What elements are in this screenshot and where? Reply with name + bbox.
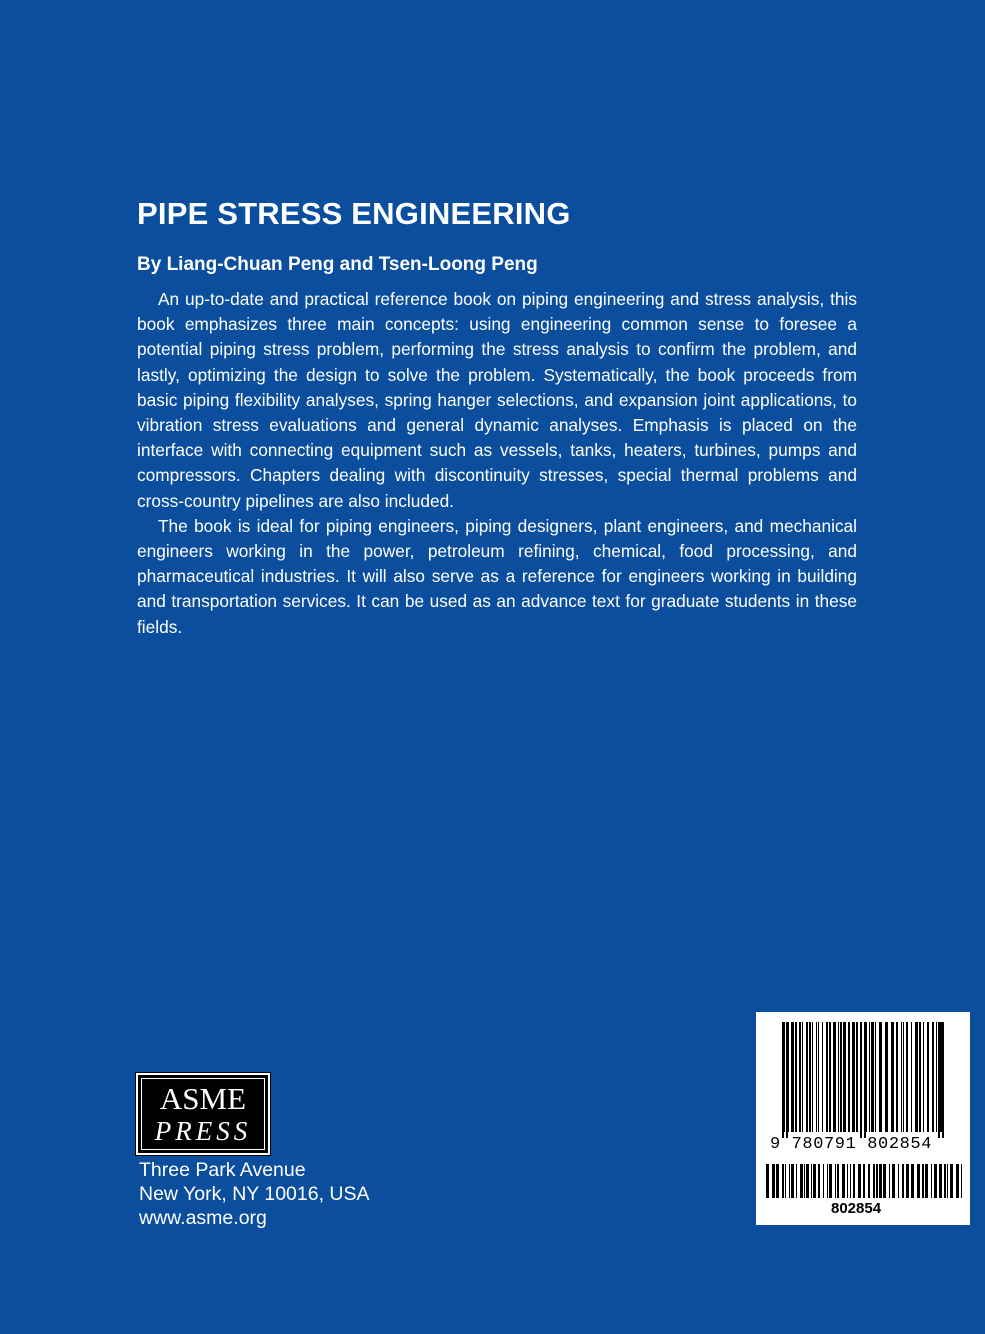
description-paragraph-2: The book is ideal for piping engineers, piping designers, plant engineers, and mechanical engineers working in the power, petroleum refining, chemical, food processing, and pharmaceutical industries. It will also serve as a reference for engineers working in building and transportation services. It can be used as an advance text for graduate students in these fields. <box>137 515 857 637</box>
description-paragraph-1: An up-to-date and practical reference book on piping engineering and stress analysis, this book emphasizes three main concepts: using engineering common sense to foresee a potential piping stress problem, performing the stress analysis to confirm the problem, and lastly, optimizing the design to solve the problem. Systematically, the book proceeds from basic piping flexibility analyses, spring hanger selections, and expansion joint applications, to vibration stress evaluations and general dynamic analyses. Emphasis is placed on the interface with connecting equipment such as vessels, tanks, heaters, turbines, pumps and compressors. Chapters dealing with discontinuity stresses, special thermal problems and cross-country pipelines are also included. <box>137 289 857 511</box>
isbn-barcode <box>756 1012 970 1225</box>
logo-text-asme: ASME <box>159 1081 247 1116</box>
address-street: Three Park Avenue <box>139 1159 306 1181</box>
barcode-bars <box>756 1012 970 1225</box>
book-title: PIPE STRESS ENGINEERING <box>137 196 571 231</box>
asme-press-logo <box>136 1073 270 1155</box>
publisher-website: www.asme.org <box>139 1207 267 1229</box>
book-authors: By Liang-Chuan Peng and Tsen-Loong Peng <box>137 254 538 275</box>
logo-text-press: PRESS <box>154 1116 252 1146</box>
book-description <box>137 287 857 640</box>
barcode-addon-number: 802854 <box>831 1200 882 1217</box>
address-city: New York, NY 10016, USA <box>139 1183 370 1205</box>
publisher-address <box>139 1158 370 1230</box>
isbn-number: 9 780791 802854 <box>770 1135 933 1154</box>
